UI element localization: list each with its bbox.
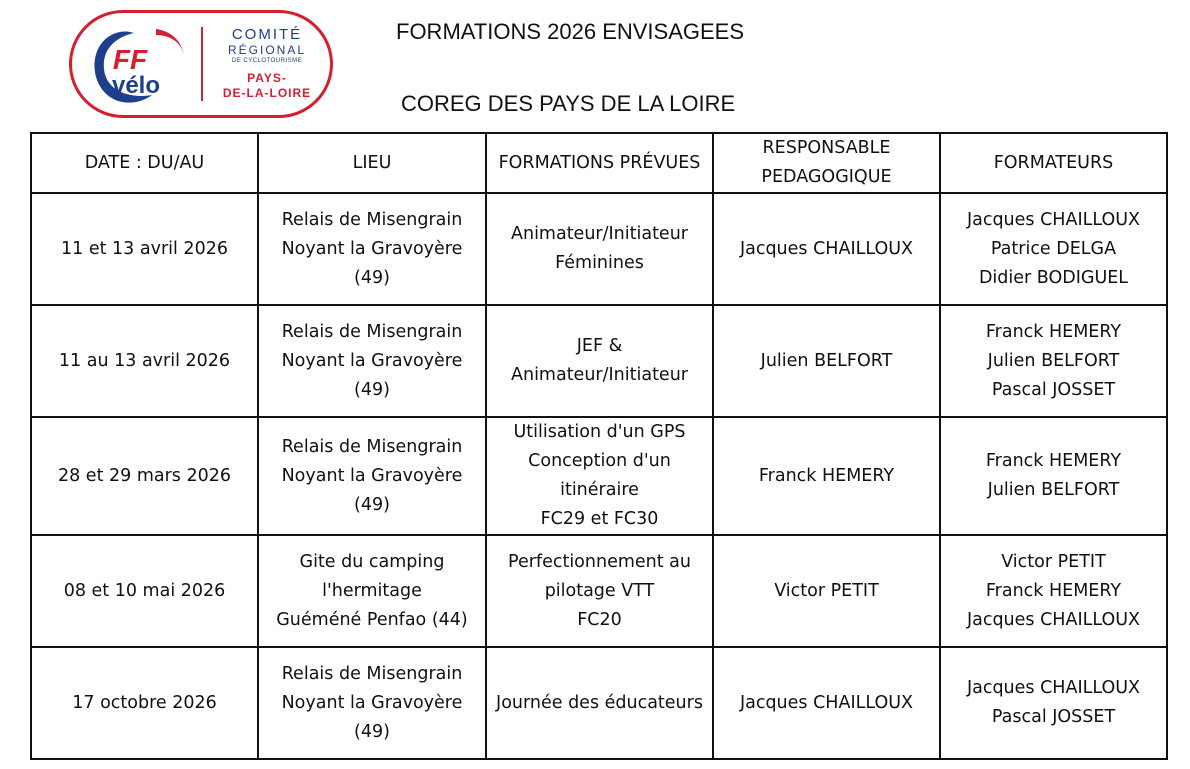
logo-velo-text: vélo bbox=[111, 72, 161, 99]
date-cell: 28 et 29 mars 2026 bbox=[31, 417, 258, 535]
lieu-cell: Relais de Misengrain Noyant la Gravoyère (49) bbox=[258, 647, 486, 759]
lieu-cell: Relais de Misengrain Noyant la Gravoyère (49) bbox=[258, 417, 486, 535]
date-cell: 11 au 13 avril 2026 bbox=[31, 305, 258, 417]
column-header-date: DATE : DU/AU bbox=[31, 133, 258, 193]
formations-cell: JEF & Animateur/Initiateur bbox=[486, 305, 713, 417]
date-cell: 17 octobre 2026 bbox=[31, 647, 258, 759]
formateurs-cell: Jacques CHAILLOUX Pascal JOSSET bbox=[940, 647, 1167, 759]
formations-cell: Utilisation d'un GPS Conception d'un itinéraire FC29 et FC30 bbox=[486, 417, 713, 535]
logo-de-la-loire-text: DE-LA-LOIRE bbox=[222, 86, 312, 100]
logo-cyclotourisme-text: DE CYCLOTOURISME bbox=[231, 58, 303, 64]
date-cell: 11 et 13 avril 2026 bbox=[31, 193, 258, 305]
formations-cell: Animateur/Initiateur Féminines bbox=[486, 193, 713, 305]
responsable-cell: Julien BELFORT bbox=[713, 305, 940, 417]
lieu-cell: Relais de Misengrain Noyant la Gravoyère (49) bbox=[258, 305, 486, 417]
date-cell: 08 et 10 mai 2026 bbox=[31, 535, 258, 647]
table-header-row bbox=[31, 133, 1167, 193]
table-row bbox=[31, 647, 1167, 759]
lieu-cell: Relais de Misengrain Noyant la Gravoyère (49) bbox=[258, 193, 486, 305]
logo-regional-text: RÉGIONAL bbox=[227, 43, 306, 57]
logo-comite-text: COMITÉ bbox=[231, 26, 303, 43]
logo-pays-text: PAYS- bbox=[247, 71, 287, 85]
column-header-responsable: RESPONSABLE PEDAGOGIQUE bbox=[713, 133, 940, 193]
formateurs-cell: Victor PETIT Franck HEMERY Jacques CHAILLOUX bbox=[940, 535, 1167, 647]
logo-text-block bbox=[208, 23, 326, 99]
ffvelo-emblem-icon bbox=[72, 13, 200, 115]
lieu-cell: Gite du camping l'hermitage Guéméné Penfao (44) bbox=[258, 535, 486, 647]
ffvelo-logo bbox=[69, 10, 333, 118]
table-row bbox=[31, 535, 1167, 647]
formateurs-cell: Franck HEMERY Julien BELFORT bbox=[940, 417, 1167, 535]
column-header-formations: FORMATIONS PRÉVUES bbox=[486, 133, 713, 193]
responsable-cell: Victor PETIT bbox=[713, 535, 940, 647]
page-subtitle: COREG DES PAYS DE LA LOIRE bbox=[401, 91, 736, 116]
responsable-cell: Franck HEMERY bbox=[713, 417, 940, 535]
table-row bbox=[31, 417, 1167, 535]
column-header-formateurs: FORMATEURS bbox=[940, 133, 1167, 193]
column-header-lieu: LIEU bbox=[258, 133, 486, 193]
table-row bbox=[31, 193, 1167, 305]
formations-cell: Journée des éducateurs bbox=[486, 647, 713, 759]
table-row bbox=[31, 305, 1167, 417]
responsable-cell: Jacques CHAILLOUX bbox=[713, 193, 940, 305]
formateurs-cell: Jacques CHAILLOUX Patrice DELGA Didier BODIGUEL bbox=[940, 193, 1167, 305]
logo-divider bbox=[201, 27, 203, 101]
formateurs-cell: Franck HEMERY Julien BELFORT Pascal JOSSET bbox=[940, 305, 1167, 417]
formations-cell: Perfectionnement au pilotage VTT FC20 bbox=[486, 535, 713, 647]
page-title: FORMATIONS 2026 ENVISAGEES bbox=[396, 19, 745, 44]
logo-ff-text: FF bbox=[112, 44, 148, 75]
formations-table bbox=[30, 132, 1168, 760]
responsable-cell: Jacques CHAILLOUX bbox=[713, 647, 940, 759]
